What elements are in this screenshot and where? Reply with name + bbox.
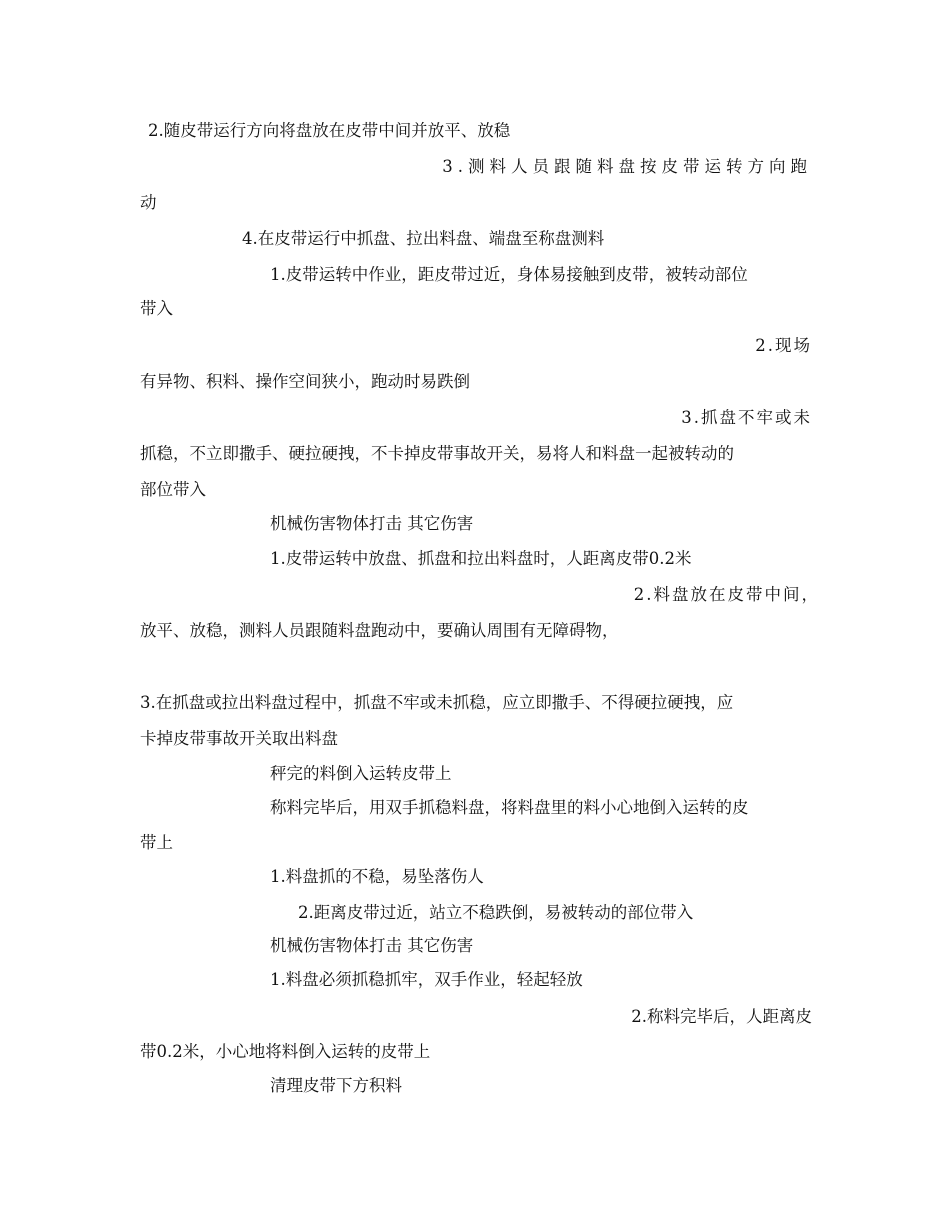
text-line: 带上 bbox=[140, 833, 173, 852]
text-line: 3.测料人员跟随料盘按皮带运转方向跑 bbox=[442, 157, 812, 176]
text-line: 卡掉皮带事故开关取出料盘 bbox=[140, 729, 338, 748]
text-line: 2.随皮带运行方向将盘放在皮带中间并放平、放稳 bbox=[148, 121, 511, 140]
text-line: 有异物、积料、操作空间狭小，跑动时易跌倒 bbox=[140, 372, 470, 391]
text-line: 2.现场 bbox=[755, 336, 812, 355]
text-line: 抓稳，不立即撒手、硬拉硬拽，不卡掉皮带事故开关，易将人和料盘一起被转动的 bbox=[140, 444, 734, 463]
text-line: 1.皮带运转中放盘、抓盘和拉出料盘时，人距离皮带0.2米 bbox=[270, 549, 692, 568]
text-line: 4.在皮带运行中抓盘、拉出料盘、端盘至称盘测料 bbox=[242, 229, 605, 248]
text-line: 秤完的料倒入运转皮带上 bbox=[270, 764, 452, 783]
text-line: 2.料盘放在皮带中间， bbox=[633, 585, 820, 604]
text-line: 放平、放稳，测料人员跟随料盘跑动中，要确认周围有无障碍物， bbox=[140, 621, 619, 640]
text-line: 称料完毕后，用双手抓稳料盘，将料盘里的料小心地倒入运转的皮 bbox=[270, 798, 749, 817]
text-line: 1.料盘抓的不稳，易坠落伤人 bbox=[270, 867, 484, 886]
text-line: 1.料盘必须抓稳抓牢，双手作业，轻起轻放 bbox=[270, 970, 583, 989]
text-line: 3.在抓盘或拉出料盘过程中，抓盘不牢或未抓稳，应立即撒手、不得硬拉硬拽，应 bbox=[140, 693, 734, 712]
text-line: 动 bbox=[140, 193, 157, 212]
text-line: 3.抓盘不牢或未 bbox=[681, 408, 812, 427]
text-line: 机械伤害物体打击 其它伤害 bbox=[270, 514, 474, 533]
text-line: 清理皮带下方积料 bbox=[270, 1076, 402, 1095]
text-line: 2.距离皮带过近，站立不稳跌倒，易被转动的部位带入 bbox=[298, 903, 694, 922]
text-line: 1.皮带运转中作业，距皮带过近，身体易接触到皮带，被转动部位 bbox=[270, 265, 748, 284]
text-line: 2.称料完毕后，人距离皮 bbox=[631, 1007, 812, 1026]
text-line: 机械伤害物体打击 其它伤害 bbox=[270, 936, 474, 955]
text-line: 带0.2米，小心地将料倒入运转的皮带上 bbox=[140, 1042, 431, 1061]
text-line: 部位带入 bbox=[140, 480, 206, 499]
text-line: 带入 bbox=[140, 299, 173, 318]
